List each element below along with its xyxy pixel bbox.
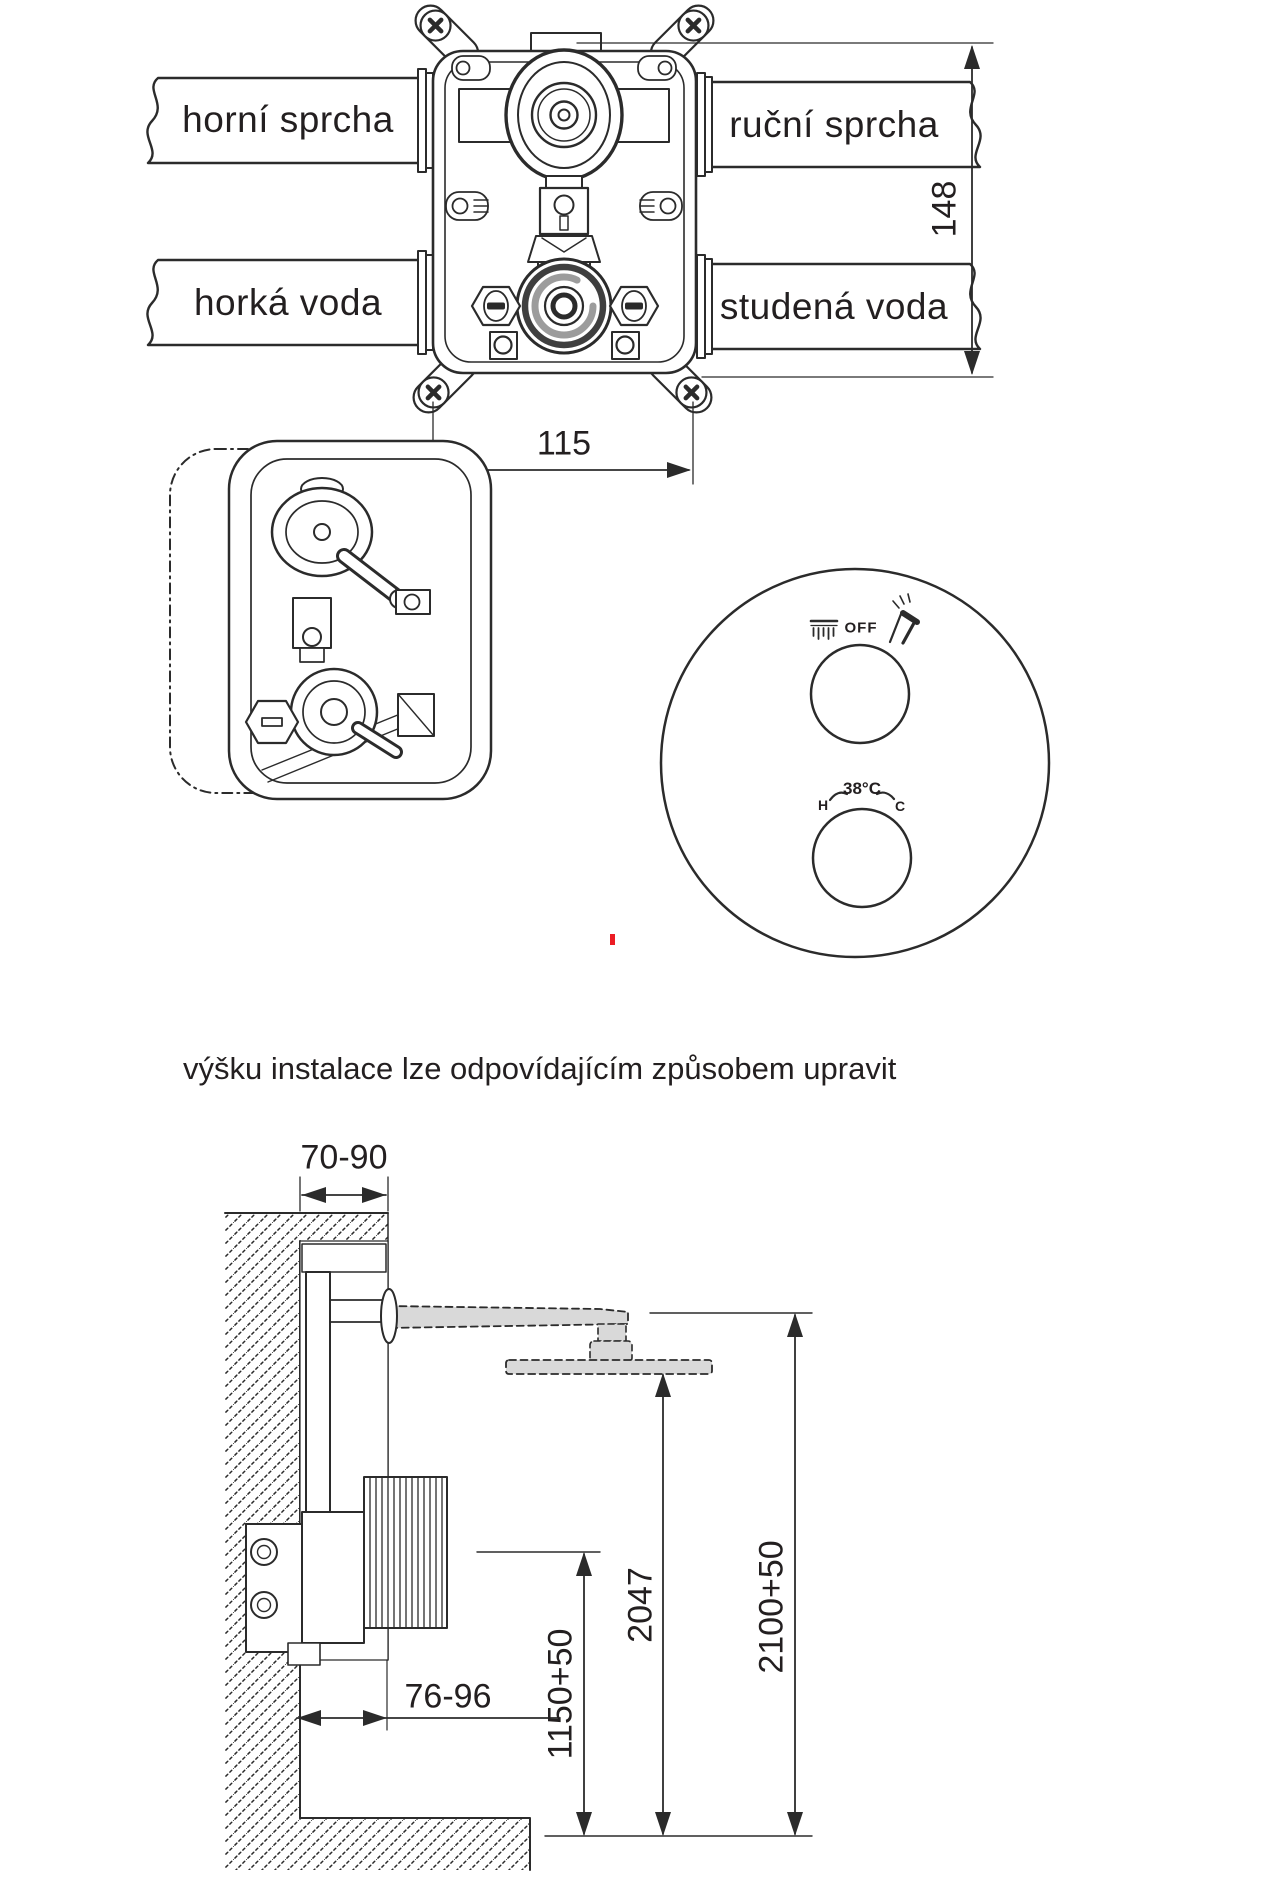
faceplate-temp-label: 38°C [843,779,881,798]
valve-box-front-view [147,0,993,484]
dim-label-70-90: 70-90 [300,1138,388,1177]
hex-fitting-left [472,287,520,325]
dim-label-76-96: 76-96 [404,1677,492,1716]
faceplate-cold-label: C [894,798,906,814]
hex-nut-icon [246,701,298,743]
hex-fitting-right [610,287,658,325]
dim-label-2100-50: 2100+50 [752,1540,791,1674]
caption-text: výšku instalace lze odpovídajícím způsobem upravit [183,1051,897,1086]
thermostat-cartridge [517,259,611,353]
red-mark [610,934,615,945]
dim-label-148: 148 [925,180,964,238]
dim-label-1150-50: 1150+50 [541,1628,580,1760]
faceplate-off-label: OFF [844,619,878,637]
dim-label-115: 115 [536,424,592,463]
overhead-shower-assembly [388,1306,712,1374]
dim-label-2047: 2047 [621,1567,660,1643]
pipe-label-hot-water: horká voda [193,282,383,323]
dimension-box-depth [300,1177,388,1211]
faceplate-hot-label: H [817,797,829,813]
dimension-valve-height [477,1552,600,1836]
installation-side-view [225,1177,812,1870]
valve-box-cutaway-view [170,441,615,945]
upper-outlet-valve [506,50,622,180]
pipe-label-cold-water: studená voda [719,286,949,327]
pipe-label-hand-shower: ruční sprcha [729,104,939,145]
pipe-label-top-shower: horní sprcha [182,99,394,140]
